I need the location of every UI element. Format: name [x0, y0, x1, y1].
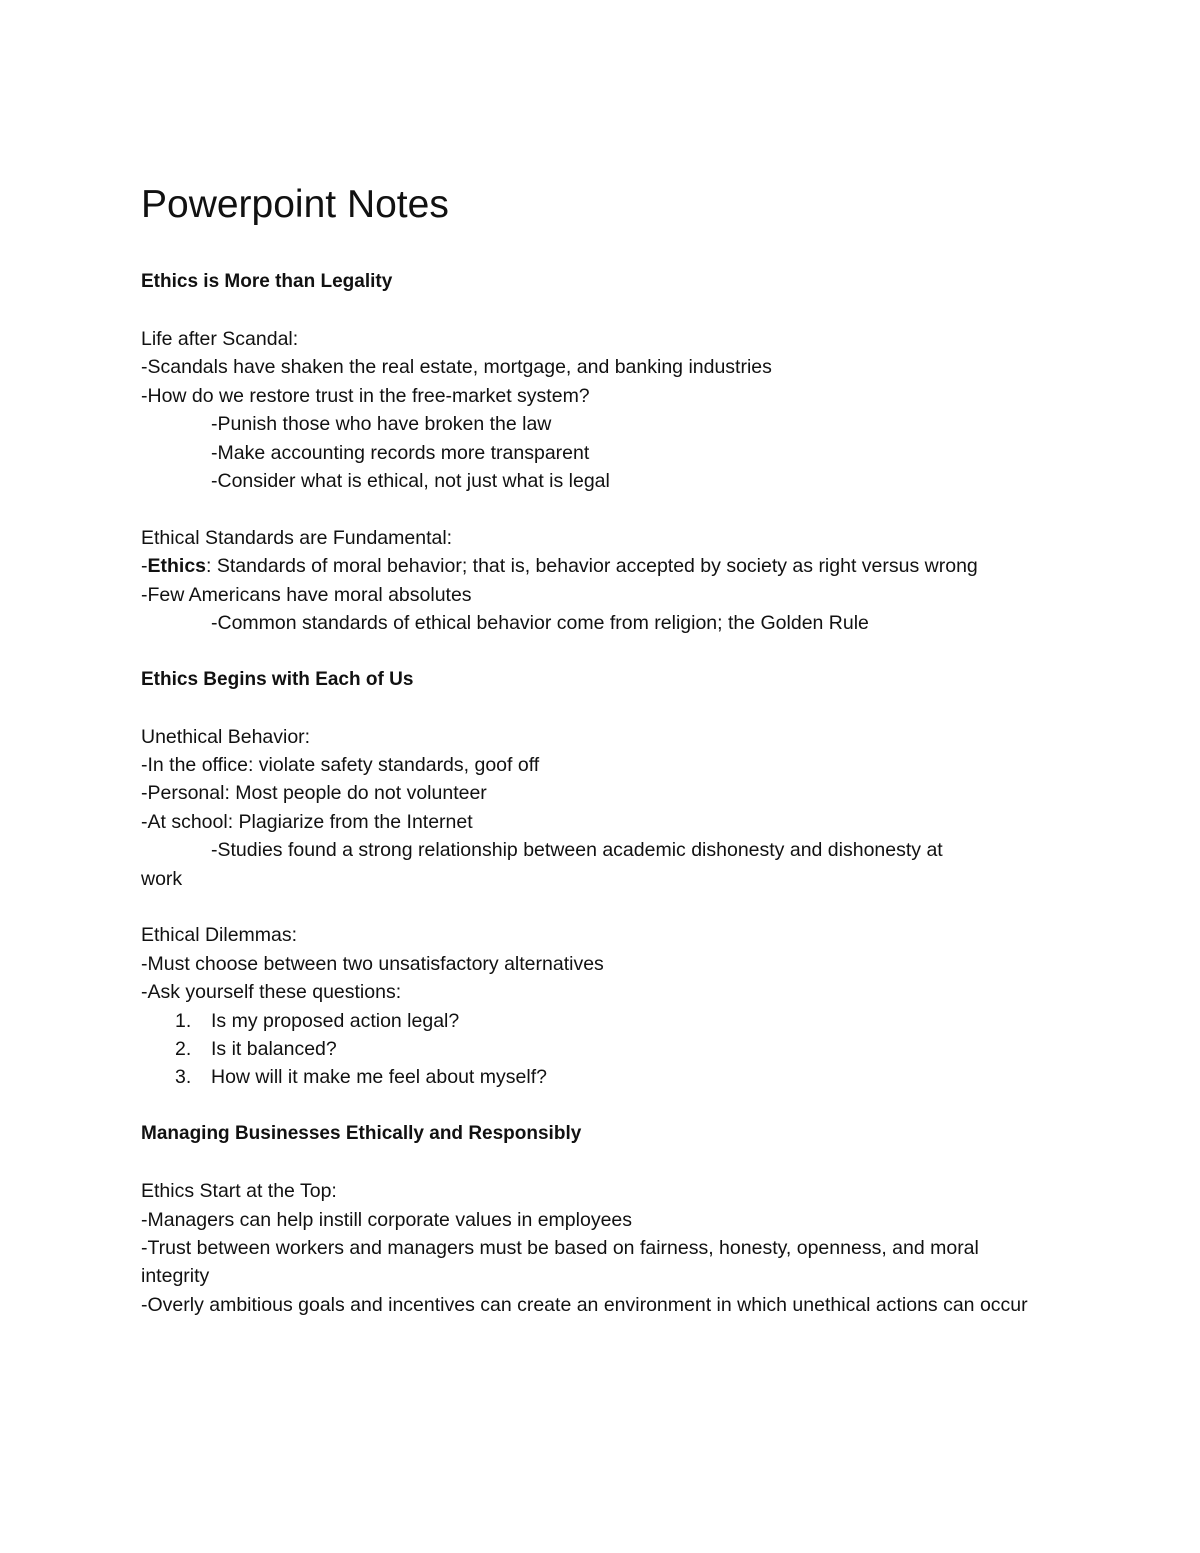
- page-title: Powerpoint Notes: [141, 183, 449, 226]
- note-line-indented: -Make accounting records more transparent: [211, 441, 590, 464]
- subsection-label: Ethical Standards are Fundamental:: [141, 526, 453, 549]
- subsection-label: Ethics Start at the Top:: [141, 1180, 337, 1203]
- list-number: 1.: [175, 1009, 192, 1032]
- list-item-text: Is my proposed action legal?: [211, 1009, 460, 1032]
- list-number: 3.: [175, 1066, 192, 1089]
- list-item: [141, 1063, 1041, 1091]
- note-line: -At school: Plagiarize from the Internet: [141, 810, 473, 833]
- note-line: -Scandals have shaken the real estate, mortgage, and banking industries: [141, 356, 772, 379]
- definition-prefix: -: [141, 555, 148, 578]
- note-line: -Must choose between two unsatisfactory alternatives: [141, 952, 604, 975]
- note-line: -In the office: violate safety standards, goof off: [141, 754, 540, 777]
- section-heading: Managing Businesses Ethically and Responsibly: [141, 1123, 582, 1145]
- note-line: -Few Americans have moral absolutes: [141, 583, 472, 606]
- note-line: -Trust between workers and managers must be based on fairness, honesty, openness, and moral integrity: [141, 1236, 979, 1288]
- note-line-indented: -Consider what is ethical, not just what is legal: [211, 469, 610, 492]
- definition-term: Ethics: [147, 555, 207, 578]
- note-line: -How do we restore trust in the free-market system?: [141, 384, 590, 407]
- section-heading: Ethics is More than Legality: [141, 271, 393, 292]
- document-page: [141, 180, 1041, 1319]
- note-line-indented: -Punish those who have broken the law: [211, 413, 552, 436]
- note-line: -Managers can help instill corporate values in employees: [141, 1208, 633, 1231]
- section-heading: Ethics Begins with Each of Us: [141, 668, 414, 690]
- note-line: -Ask yourself these questions:: [141, 981, 402, 1004]
- list-item-text: Is it balanced?: [211, 1038, 337, 1061]
- note-line-indented: -Studies found a strong relationship between academic dishonesty and dishonesty at: [211, 839, 943, 862]
- subsection-label: Ethical Dilemmas:: [141, 924, 298, 947]
- definition-text: : Standards of moral behavior; that is, behavior accepted by society as right versus wrong: [206, 555, 978, 578]
- list-number: 2.: [175, 1038, 192, 1061]
- note-line: -Personal: Most people do not volunteer: [141, 782, 487, 805]
- list-item: [141, 1035, 1041, 1063]
- note-line-definition: [141, 552, 1041, 580]
- list-item-text: How will it make me feel about myself?: [211, 1066, 547, 1089]
- question-list: [141, 1007, 1041, 1092]
- subsection-label: Life after Scandal:: [141, 327, 299, 350]
- subsection-label: Unethical Behavior:: [141, 725, 311, 748]
- note-line-indented: -Common standards of ethical behavior come from religion; the Golden Rule: [211, 611, 869, 634]
- note-line-continued: work: [141, 867, 183, 890]
- list-item: [141, 1007, 1041, 1035]
- note-line: -Overly ambitious goals and incentives can create an environment in which unethical actions can occur: [141, 1293, 1028, 1316]
